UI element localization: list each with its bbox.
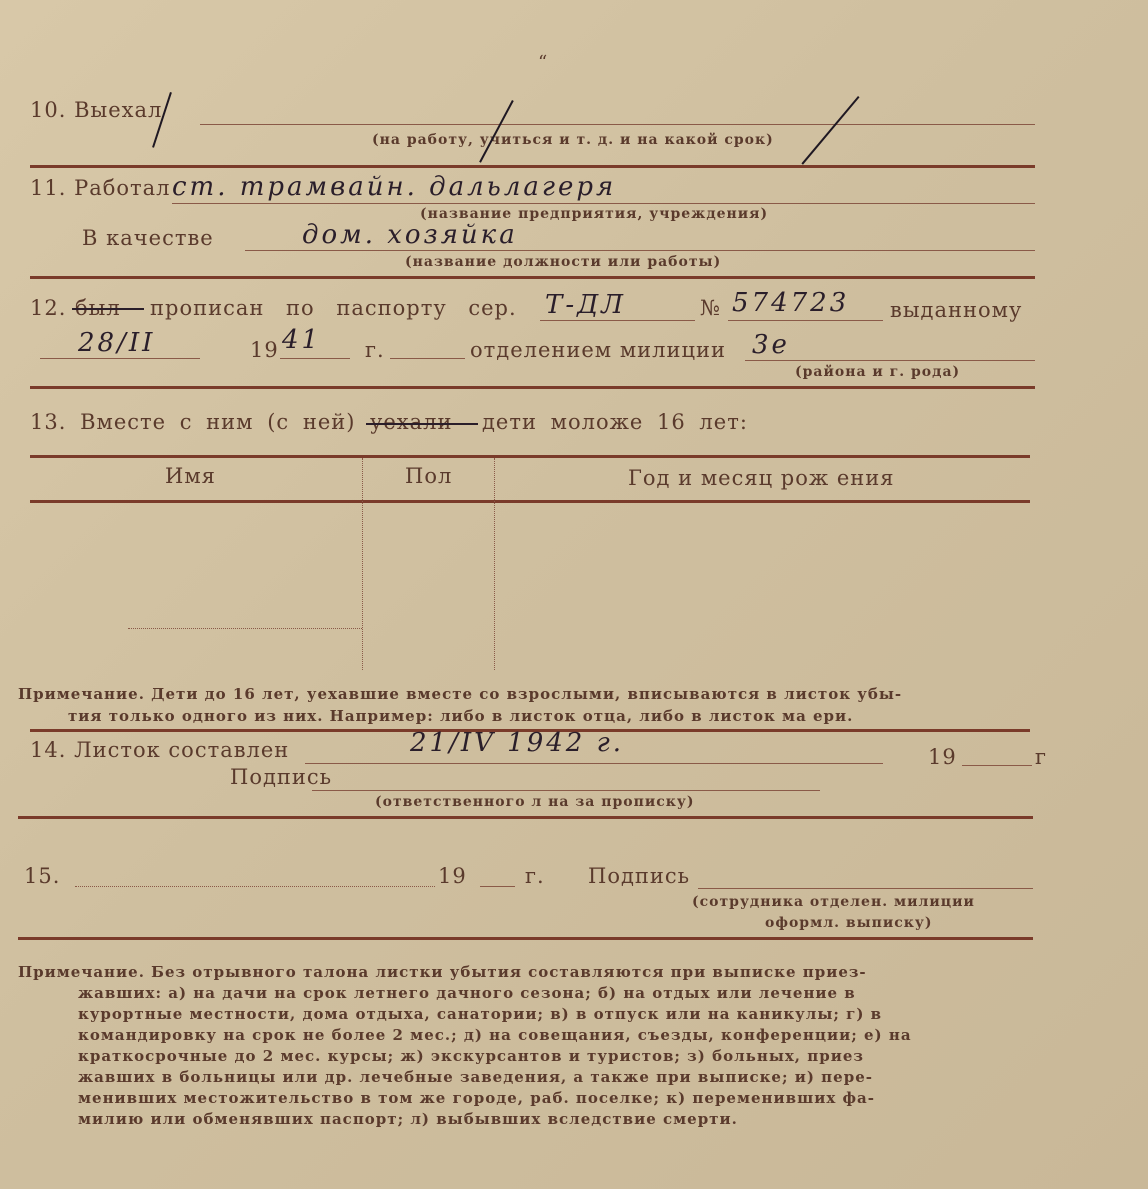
section-10-line [200, 124, 1035, 125]
issue-year-value: 41 [282, 325, 322, 355]
note-2-line-7: менивших местожительство в том же городе, раб. поселке; к) переменивших фа- [78, 1089, 875, 1107]
note-2-line-1: Примечание. Без отрывного талона листки убытия составляются при выписке приез- [18, 963, 867, 981]
strike-through [72, 308, 144, 310]
compiled-date-value: 21/IV 1942 г. [410, 728, 624, 758]
section-divider [18, 816, 1033, 819]
issued-label: выданному [890, 298, 1023, 322]
note-2-line-2: жавших: а) на дачи на срок летнего дачного сезона; б) на отдых или лечение в [78, 984, 856, 1002]
column-header-birth: Год и месяц рож ения [628, 466, 895, 490]
page-mark: “ [538, 52, 549, 73]
police-dept-line [745, 360, 1035, 361]
year-suffix: г. [365, 338, 385, 362]
issue-date-value: 28/II [78, 328, 156, 358]
section-12-number: 12. [30, 296, 67, 320]
section-divider [18, 937, 1033, 940]
table-top-rule [30, 455, 1030, 458]
signature-label: Подпись [230, 765, 333, 789]
year-prefix: 19 [250, 338, 279, 362]
compiled-date-line [305, 763, 883, 764]
position-caption: (название должности или работы) [405, 254, 722, 270]
note-2-line-5: краткосрочные до 2 мес. курсы; ж) экскурсантов и туристов; з) больных, приез [78, 1047, 864, 1065]
compiled-year-line [962, 765, 1032, 766]
police-dept-caption: (района и г. рода) [795, 364, 961, 380]
position-label: В качестве [82, 226, 214, 250]
signature-caption: (ответственного л на за прописку) [375, 794, 695, 810]
note-1-line-2: тия только одного из них. Например: либо в листок отца, либо в листок ма ери. [68, 707, 854, 725]
section-11-label: 11. Работал [30, 176, 171, 200]
workplace-caption: (название предприятия, учреждения) [420, 206, 769, 222]
signature-label: Подпись [588, 864, 691, 888]
passport-series-value: Т-ДЛ [545, 290, 626, 320]
strike-through [366, 423, 478, 425]
officer-caption-2: оформл. выписку) [765, 915, 933, 931]
table-header-rule [30, 500, 1030, 503]
year-line [480, 886, 515, 887]
compiled-year-prefix: 19 [928, 745, 957, 769]
section-divider [30, 276, 1035, 279]
workplace-value: ст. трамвайн. дальлагеря [172, 172, 617, 202]
number-line [728, 320, 883, 321]
table-column-divider [362, 458, 363, 670]
table-row-line [128, 628, 362, 629]
note-1-line-1: Примечание. Дети до 16 лет, уехавшие вместе со взрослыми, вписываются в листок убы- [18, 685, 903, 703]
section-10-caption: (на работу, учиться и т. д. и на какой срок) [372, 132, 774, 148]
struck-word: был [75, 296, 121, 320]
position-line [245, 250, 1035, 251]
police-dept-label: отделением милиции [470, 338, 726, 362]
number-sign: № [700, 296, 721, 320]
signature-line [312, 790, 820, 791]
issue-date-line [40, 358, 200, 359]
section-15-label: 15. [24, 864, 61, 888]
note-2-line-6: жавших в больницы или др. лечебные заведения, а также при выписке; и) пере- [78, 1068, 873, 1086]
officer-caption-1: (сотрудника отделен. милиции [692, 894, 975, 910]
position-value: дом. хозяйка [302, 220, 518, 250]
note-2-line-8: милию или обменявших паспорт; л) выбывших вследствие смерти. [78, 1110, 738, 1128]
passport-label: прописан по паспорту сер. [150, 296, 517, 320]
cancel-stroke [801, 96, 859, 165]
section-divider [30, 386, 1035, 389]
section-13-label-end: дети моложе 16 лет: [482, 410, 748, 434]
section-13-label: 13. Вместе с ним (с ней) [30, 410, 356, 434]
section-10-label: 10. Выехал [30, 98, 163, 122]
section-14-label: 14. Листок составлен [30, 738, 290, 762]
series-line [540, 320, 695, 321]
signature-line [698, 888, 1033, 889]
workplace-line [172, 203, 1035, 204]
note-2-line-4: командировку на срок не более 2 мес.; д) на совещания, съезды, конференции; е) на [78, 1026, 912, 1044]
passport-number-value: 574723 [732, 288, 850, 318]
date-line [75, 886, 435, 887]
column-header-name: Имя [165, 464, 216, 488]
section-divider [30, 165, 1035, 168]
police-dept-value: 3е [752, 330, 790, 360]
compiled-year-suffix: г [1035, 745, 1048, 769]
year-prefix: 19 [438, 864, 467, 888]
year-suffix: г. [525, 864, 545, 888]
table-column-divider [494, 458, 495, 670]
struck-word: уехали [370, 410, 453, 434]
year-line [280, 358, 350, 359]
blank-line [390, 358, 465, 359]
note-2-line-3: курортные местности, дома отдыха, санатории; в) в отпуск или на каникулы; г) в [78, 1005, 883, 1023]
column-header-sex: Пол [405, 464, 453, 488]
